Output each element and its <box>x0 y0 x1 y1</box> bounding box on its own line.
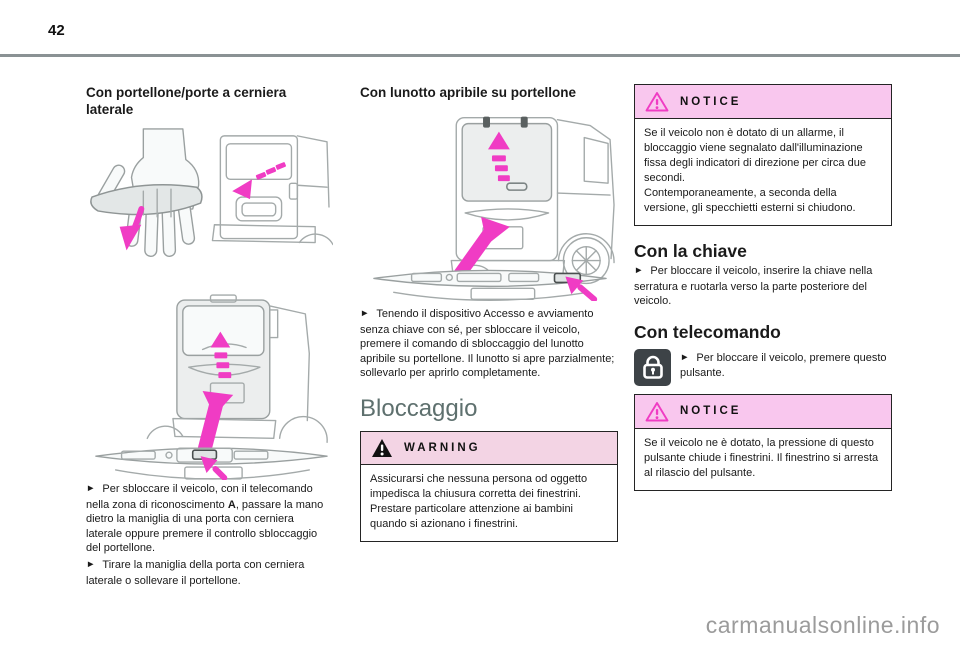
tailgate-unlock-illustration <box>86 292 333 480</box>
para-text: Tenendo il dispositivo Accesso e avviamento senza chiave con sé, per sbloccare il veicolo, premere il comando di sbloccaggio del lunotto apribile su portellone. Il lunotto si apre parzialmente; sollevarlo per aprirlo completamente. <box>360 308 615 380</box>
window-unlock-instructions <box>360 307 618 381</box>
notice-box-1-body <box>635 119 891 225</box>
handle-unlock-illustration <box>86 126 333 284</box>
arrow-bullet: ► <box>360 308 370 319</box>
para-text: Per bloccare il veicolo, premere questo pulsante. <box>680 351 887 380</box>
notice-label: NOTICE <box>680 405 742 418</box>
section-heading-bloccaggio: Bloccaggio <box>360 394 478 422</box>
lock-button-icon <box>634 349 671 386</box>
arrow-bullet: ► <box>680 351 690 363</box>
notice-text: Contemporaneamente, a seconda della versione, gli specchietti esterni si chiudono. <box>644 187 856 214</box>
notice-box-2-body <box>635 429 891 490</box>
column-right <box>634 84 892 491</box>
remote-lock-row <box>634 349 892 386</box>
heading-lunotto: Con lunotto apribile su portellone <box>360 85 576 100</box>
heading-con-telecomando: Con telecomando <box>634 321 781 342</box>
warning-label: WARNING <box>404 441 481 454</box>
para-text: Tirare la maniglia della porta con cerniera laterale o sollevare il portellone. <box>86 558 305 587</box>
heading-portellone: Con portellone/porte a cerniera laterale <box>86 85 287 117</box>
unlock-instructions-1 <box>86 482 333 556</box>
arrow-bullet: ► <box>86 558 96 570</box>
warning-triangle-icon <box>371 438 393 458</box>
watermark: carmanualsonline.info <box>705 612 940 638</box>
heading-con-la-chiave: Con la chiave <box>634 241 747 261</box>
notice-box-1-header <box>635 85 891 119</box>
column-middle <box>360 84 618 542</box>
notice-box-2-header <box>635 395 891 429</box>
rear-window-illustration <box>360 109 618 301</box>
warning-box <box>360 431 618 542</box>
warning-box-body <box>361 465 617 541</box>
zone-label: A <box>227 498 236 511</box>
header-rule <box>0 54 960 57</box>
key-lock-instructions <box>634 264 892 309</box>
notice-label: NOTICE <box>680 95 742 108</box>
warning-box-header <box>361 432 617 465</box>
notice-text: Se il veicolo ne è dotato, la pressione di questo pulsante chiude i finestrini. Il finestrino si arresta al rilascio del pulsante. <box>644 436 879 479</box>
notice-text: Se il veicolo non è dotato di un allarme, il bloccaggio viene segnalato dall'illuminazione fissa degli indicatori di direzione per circa due secondi. <box>644 127 866 184</box>
para-text: , passare la mano dietro la maniglia di una porta con cerniera laterale oppure premere il controllo sbloccaggio del portellone. <box>86 498 324 555</box>
notice-triangle-icon <box>645 91 669 112</box>
notice-triangle-icon <box>645 401 669 422</box>
notice-box-1 <box>634 84 892 226</box>
para-text: Per sbloccare il veicolo, con il telecomando nella zona di riconoscimento <box>86 483 313 511</box>
remote-lock-instructions <box>680 351 892 381</box>
para-text: Per bloccare il veicolo, inserire la chiave nella serratura e ruotarla verso la parte posteriore del veicolo. <box>634 265 873 308</box>
page-number: 42 <box>48 22 65 39</box>
arrow-bullet: ► <box>86 483 96 494</box>
arrow-bullet: ► <box>634 265 644 276</box>
warning-text: Assicurarsi che nessuna persona od oggetto impedisca la chiusura corretta dei finestrini. Prestare particolare attenzione ai bambini quando si azionano i finestrini. <box>370 472 588 530</box>
unlock-instructions-2 <box>86 558 333 588</box>
notice-box-2 <box>634 394 892 491</box>
column-left <box>86 84 333 588</box>
